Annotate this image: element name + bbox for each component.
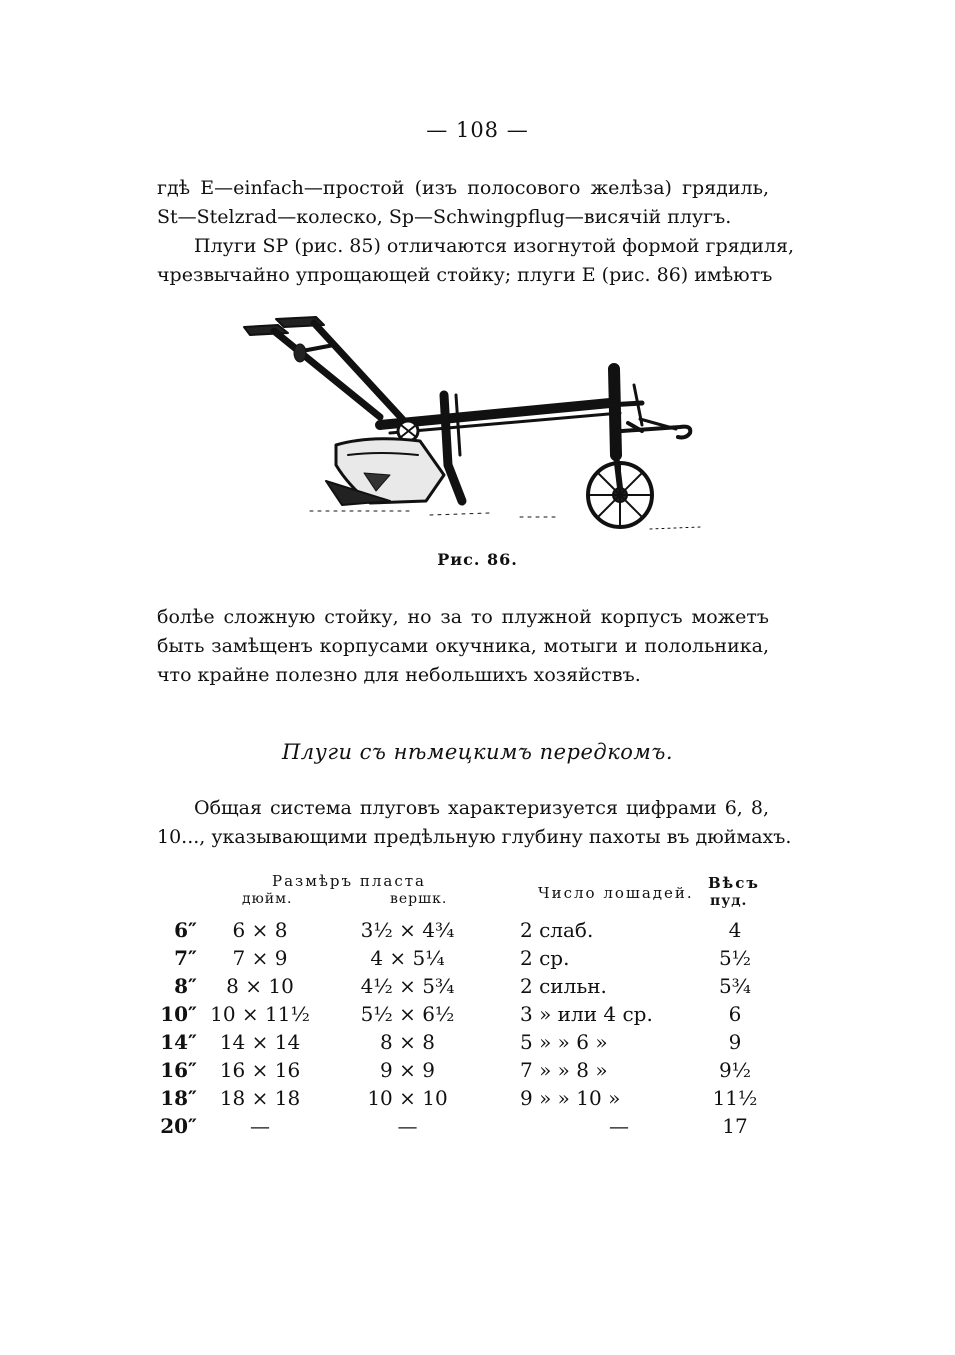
section-heading: Плуги съ нѣмецкимъ передкомъ. — [281, 740, 673, 764]
inches-cell: 8 × 10 — [226, 974, 294, 998]
depth-cell: 14″ — [160, 1030, 197, 1054]
horses-cell: 2 ср. — [520, 946, 570, 970]
text-line: чрезвычайно упрощающей стойку; плуги E (рис. 86) имѣютъ — [157, 264, 773, 286]
depth-cell: 20″ — [160, 1114, 197, 1138]
table-row — [0, 946, 955, 974]
text-line: Плуги SP (рис. 85) отличаются изогнутой формой грядиля, — [194, 235, 795, 257]
text-line: Общая система плуговъ характеризуется цифрами 6, 8, — [194, 797, 769, 819]
text-line: болѣе сложную стойку, но за то плужной корпусъ можетъ — [157, 606, 769, 628]
inches-cell: 18 × 18 — [219, 1086, 301, 1110]
plow-illustration — [230, 305, 710, 545]
horses-cell: 7 » » 8 » — [520, 1058, 608, 1082]
text-line: 10..., указывающими предѣльную глубину пахоты въ дюймахъ. — [157, 826, 792, 848]
inches-cell: 10 × 11½ — [210, 1002, 310, 1026]
vershoks-cell: — — [397, 1114, 418, 1138]
vershoks-cell: 4 × 5¼ — [370, 946, 445, 970]
weight-cell: 9 — [728, 1030, 742, 1054]
paragraph-plow-comparison — [157, 232, 795, 290]
depth-cell: 7″ — [174, 946, 197, 970]
vershoks-cell: 8 × 8 — [380, 1030, 435, 1054]
vershoks-cell: 4½ × 5¾ — [360, 974, 455, 998]
table-header-furrow-size: Размѣръ пласта — [272, 872, 426, 890]
figure-caption: Рис. 86. — [437, 550, 518, 569]
table-row — [0, 918, 955, 946]
weight-cell: 4 — [728, 918, 742, 942]
weight-cell: 5½ — [718, 946, 752, 970]
table-header-pud: пуд. — [710, 893, 748, 909]
table-header-horses: Число лошадей. — [538, 884, 694, 902]
inches-cell: 16 × 16 — [219, 1058, 301, 1082]
weight-cell: 6 — [728, 1002, 742, 1026]
paragraph-complex-upright — [157, 603, 769, 690]
text-line: что крайне полезно для небольшихъ хозяйствъ. — [157, 664, 641, 686]
depth-cell: 8″ — [174, 974, 197, 998]
depth-cell: 6″ — [174, 918, 197, 942]
vershoks-cell: 10 × 10 — [367, 1086, 448, 1110]
horses-cell: 5 » » 6 » — [520, 1030, 608, 1054]
table-row — [0, 1002, 955, 1030]
inches-cell: 6 × 8 — [232, 918, 288, 942]
vershoks-cell: 3½ × 4¾ — [360, 918, 455, 942]
table-row — [0, 974, 955, 1002]
table-row — [0, 1114, 955, 1142]
paragraph-plow-system — [157, 794, 792, 852]
table-header-inches: дюйм. — [242, 891, 293, 907]
vershoks-cell: 5½ × 6½ — [360, 1002, 455, 1026]
text-line: St—Stelzrad—колеско, Sp—Schwingpflug—висячій плугъ. — [157, 206, 732, 228]
paragraph-plow-abbreviations — [157, 174, 769, 232]
horses-cell: 3 » или 4 ср. — [520, 1002, 653, 1026]
table-row — [0, 1058, 955, 1086]
vershoks-cell: 9 × 9 — [380, 1058, 435, 1082]
depth-cell: 18″ — [160, 1086, 197, 1110]
weight-cell: 17 — [722, 1114, 748, 1138]
weight-cell: 11½ — [712, 1086, 758, 1110]
table-row — [0, 1086, 955, 1114]
weight-cell: 9½ — [718, 1058, 752, 1082]
horses-cell: 2 слаб. — [520, 918, 594, 942]
depth-cell: 10″ — [160, 1002, 197, 1026]
table-header-vershoks: вершк. — [390, 891, 448, 907]
horses-cell: 9 » » 10 » — [520, 1086, 621, 1110]
table-row — [0, 1030, 955, 1058]
table-header-weight: Вѣсъ — [708, 874, 760, 892]
text-line: гдѣ E—einfach—простой (изъ полосового желѣза) грядиль, — [157, 177, 769, 199]
depth-cell: 16″ — [160, 1058, 197, 1082]
inches-cell: 14 × 14 — [219, 1030, 301, 1054]
inches-cell: — — [250, 1114, 270, 1138]
page-number: — 108 — — [426, 118, 529, 142]
weight-cell: 5¾ — [718, 974, 752, 998]
inches-cell: 7 × 9 — [232, 946, 288, 970]
horses-cell: — — [520, 1114, 630, 1138]
text-line: быть замѣщенъ корпусами окучника, мотыги и полольника, — [157, 635, 769, 657]
horses-cell: 2 сильн. — [520, 974, 607, 998]
